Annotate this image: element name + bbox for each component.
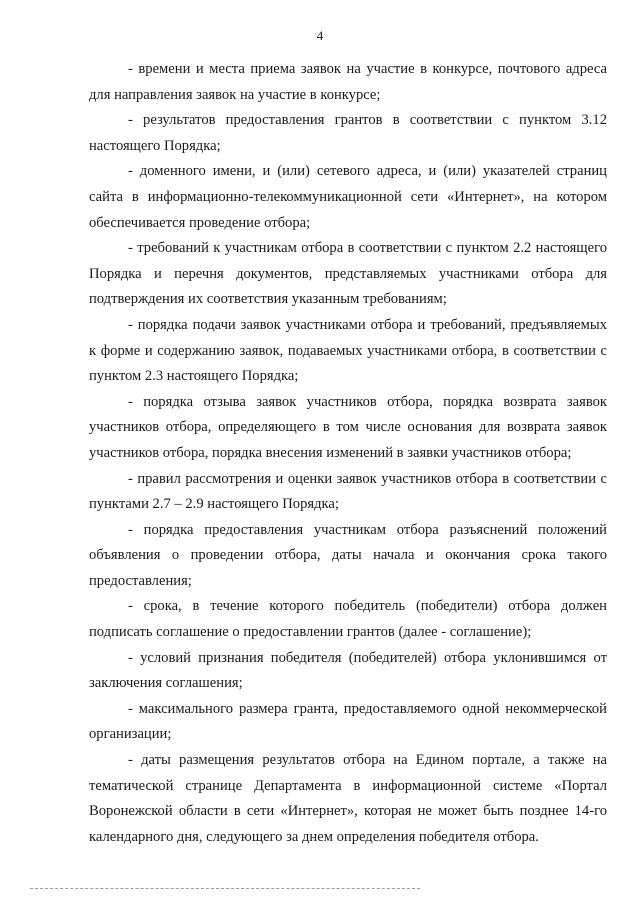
paragraph-item: - условий признания победителя (победителей) отбора уклонившимся от заключения соглашения; <box>89 649 607 692</box>
paragraph-item: - порядка отзыва заявок участников отбора, порядка возврата заявок участников отбора, определяющего в том числе основания для возврата заявок участников отбора, порядка внесения изменений в заявки участников отбора; <box>89 393 607 461</box>
document-body <box>89 57 607 850</box>
paragraph-item: - порядка подачи заявок участниками отбора и требований, предъявляемых к форме и содержанию заявок, подаваемых участниками отбора, в соответствии с пунктом 2.3 настоящего Порядка; <box>89 316 607 385</box>
paragraph-item: - срока, в течение которого победитель (победители) отбора должен подписать соглашение о предоставлении грантов (далее - соглашение); <box>89 598 607 641</box>
paragraph-item: - даты размещения результатов отбора на Едином портале, а также на тематической странице Департамента в информационной системе «Портал Воронежской области в сети «Интернет», которая не может быть позднее 14-го календарного дня, следующего за днем определения победителя отбора. <box>89 752 607 845</box>
paragraph-item: - времени и места приема заявок на участие в конкурсе, почтового адреса для направления заявок на участие в конкурсе; <box>89 61 607 103</box>
paragraph-item: - результатов предоставления грантов в соответствии с пунктом 3.12 настоящего Порядка; <box>89 112 607 154</box>
paragraph-item: - правил рассмотрения и оценки заявок участников отбора в соответствии с пунктами 2.7 – 2.9 настоящего Порядка; <box>89 470 607 513</box>
page-number: 4 <box>316 28 324 43</box>
paragraph-item: - порядка предоставления участникам отбора разъяснений положений объявления о проведении отбора, даты начала и окончания срока такого предоставления; <box>89 521 607 589</box>
paragraph-item: - требований к участникам отбора в соответствии с пунктом 2.2 настоящего Порядка и перечня документов, представляемых участниками отбора для подтверждения их соответствия указанным требованиям; <box>89 240 607 308</box>
paragraph-item: - доменного имени, и (или) сетевого адреса, и (или) указателей страниц сайта в информационно-телекоммуникационной сети «Интернет», на котором обеспечивается проведение отбора; <box>89 163 607 231</box>
paragraph-item: - максимального размера гранта, предоставляемого одной некоммерческой организации; <box>89 700 607 743</box>
footer-divider <box>30 888 420 889</box>
